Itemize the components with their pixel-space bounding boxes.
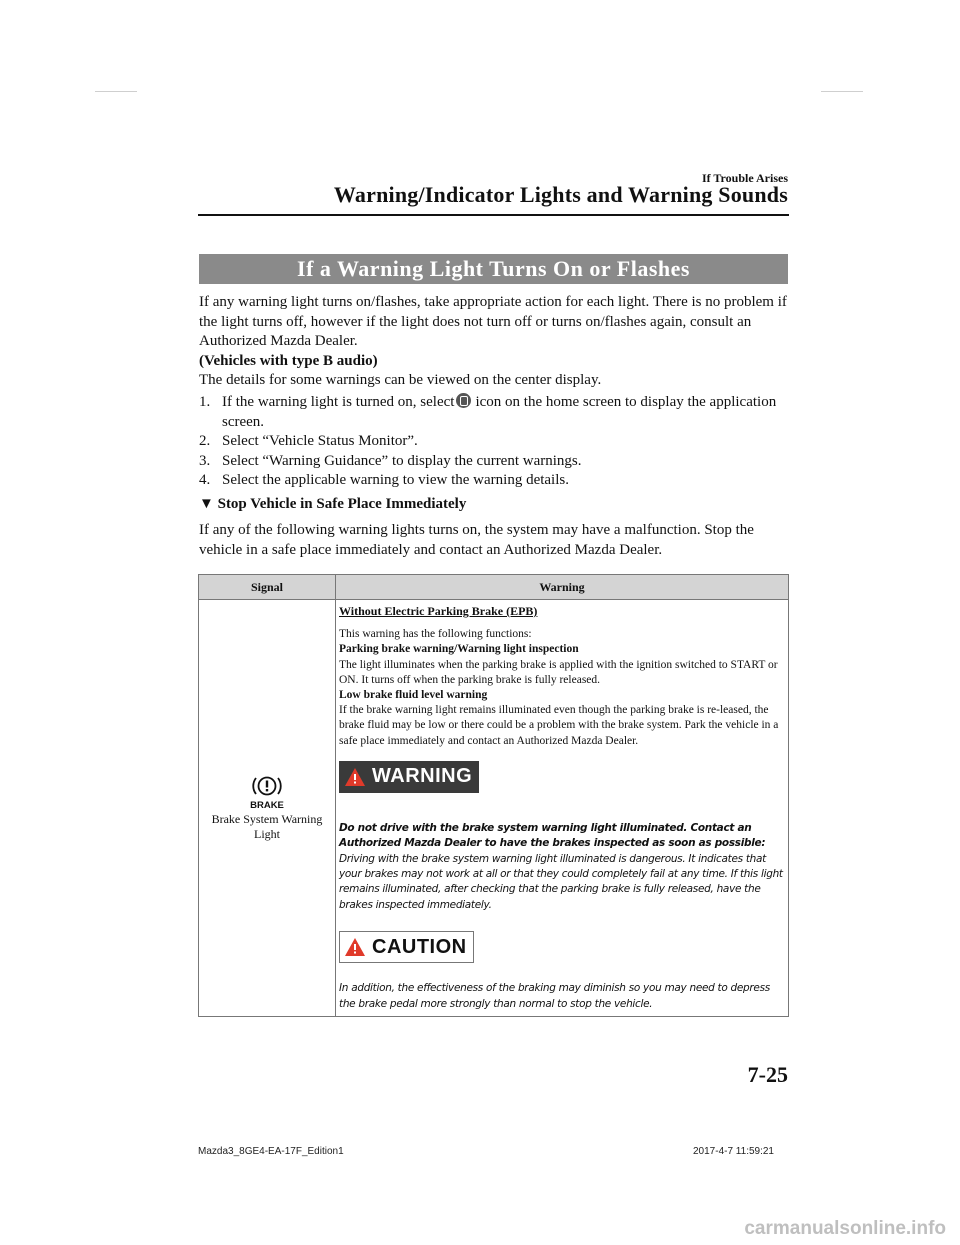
subheading: ▼ Stop Vehicle in Safe Place Immediately xyxy=(199,496,467,512)
function-text-1: The light illuminates when the parking brake is applied with the ignition switched to START or ON. It turns off when the parking brake is fully released. xyxy=(339,658,778,686)
column-header-signal: Signal xyxy=(199,575,336,600)
warning-detail-text: Driving with the brake system warning light illuminated is dangerous. It indicates that your brakes may not work at all or that they could completely fail at any time. If this light remains illuminated, after checking that the parking brake is fully released, have the brakes inspected immediately. xyxy=(339,852,783,911)
list-item: 2. Select “Vehicle Status Monitor”. xyxy=(199,433,418,449)
warning-cell xyxy=(336,600,789,1017)
page-number: 7-25 xyxy=(747,1062,788,1087)
vehicle-note: (Vehicles with type B audio) xyxy=(199,352,378,369)
warning-note xyxy=(339,821,784,913)
functions-intro: This warning has the following functions: xyxy=(339,628,532,641)
brake-warning-icon xyxy=(250,774,284,810)
stop-paragraph: If any of the following warning lights turns on, the system may have a malfunction. Stop the vehicle in a safe place immediately and contact an Authorized Mazda Dealer. xyxy=(199,522,754,558)
title-rule xyxy=(198,214,789,216)
signal-cell xyxy=(199,600,336,1017)
function-title-2: Low brake fluid level warning xyxy=(339,689,488,702)
column-header-warning: Warning xyxy=(336,575,789,600)
caution-note: In addition, the effectiveness of the braking may diminish so you may need to depress the brake pedal more strongly than normal to stop the vehicle. xyxy=(339,982,770,1010)
signal-table xyxy=(198,574,789,1017)
intro-block xyxy=(199,293,791,391)
function-title-1: Parking brake warning/Warning light inspection xyxy=(339,643,579,656)
footer-edition: Mazda3_8GE4-EA-17F_Edition1 xyxy=(198,1146,344,1157)
list-item: 4. Select the applicable warning to view the warning details. xyxy=(199,472,569,488)
details-text: The details for some warnings can be viewed on the center display. xyxy=(199,372,602,388)
intro-paragraph: If any warning light turns on/flashes, take appropriate action for each light. There is no problem if the light turns off, however if the light does not turn off or turns on/flashes again, consult an Authorized Mazda Dealer. xyxy=(199,294,787,349)
crop-mark-top-right xyxy=(821,91,863,92)
section-banner: If a Warning Light Turns On or Flashes xyxy=(199,254,788,284)
svg-text:BRAKE: BRAKE xyxy=(250,800,284,811)
footer-timestamp: 2017-4-7 11:59:21 xyxy=(693,1146,774,1157)
alert-triangle-icon xyxy=(344,937,366,957)
list-item: 3. Select “Warning Guidance” to display the current warnings. xyxy=(199,452,582,469)
warning-badge: WARNING xyxy=(339,761,479,793)
warning-bold-text: Do not drive with the brake system warning light illuminated. Contact an Authorized Mazda Dealer to have the brakes inspected as soon as possible: xyxy=(339,821,766,850)
caution-badge: CAUTION xyxy=(339,931,474,963)
alert-triangle-icon xyxy=(344,767,366,787)
steps-list xyxy=(199,393,791,491)
watermark: carmanualsonline.info xyxy=(744,1218,946,1239)
epb-heading: Without Electric Parking Brake (EPB) xyxy=(339,604,538,618)
function-text-2: If the brake warning light remains illuminated even though the parking brake is re-leased, the brake fluid may be low or there could be a problem with the brake system. Park the vehicle in a safe place immediately and contact an Authorized Mazda Dealer. xyxy=(339,704,779,747)
crop-mark-top-left xyxy=(95,91,137,92)
table-row xyxy=(199,600,789,1017)
signal-label: Brake System Warning Light xyxy=(211,812,323,842)
vehicle-status-icon xyxy=(456,393,471,408)
section-label: If Trouble Arises xyxy=(701,171,788,185)
page-title: Warning/Indicator Lights and Warning Sounds xyxy=(333,182,788,207)
list-item: 1. If the warning light is turned on, select icon on the home screen to display the application screen. xyxy=(199,394,777,430)
